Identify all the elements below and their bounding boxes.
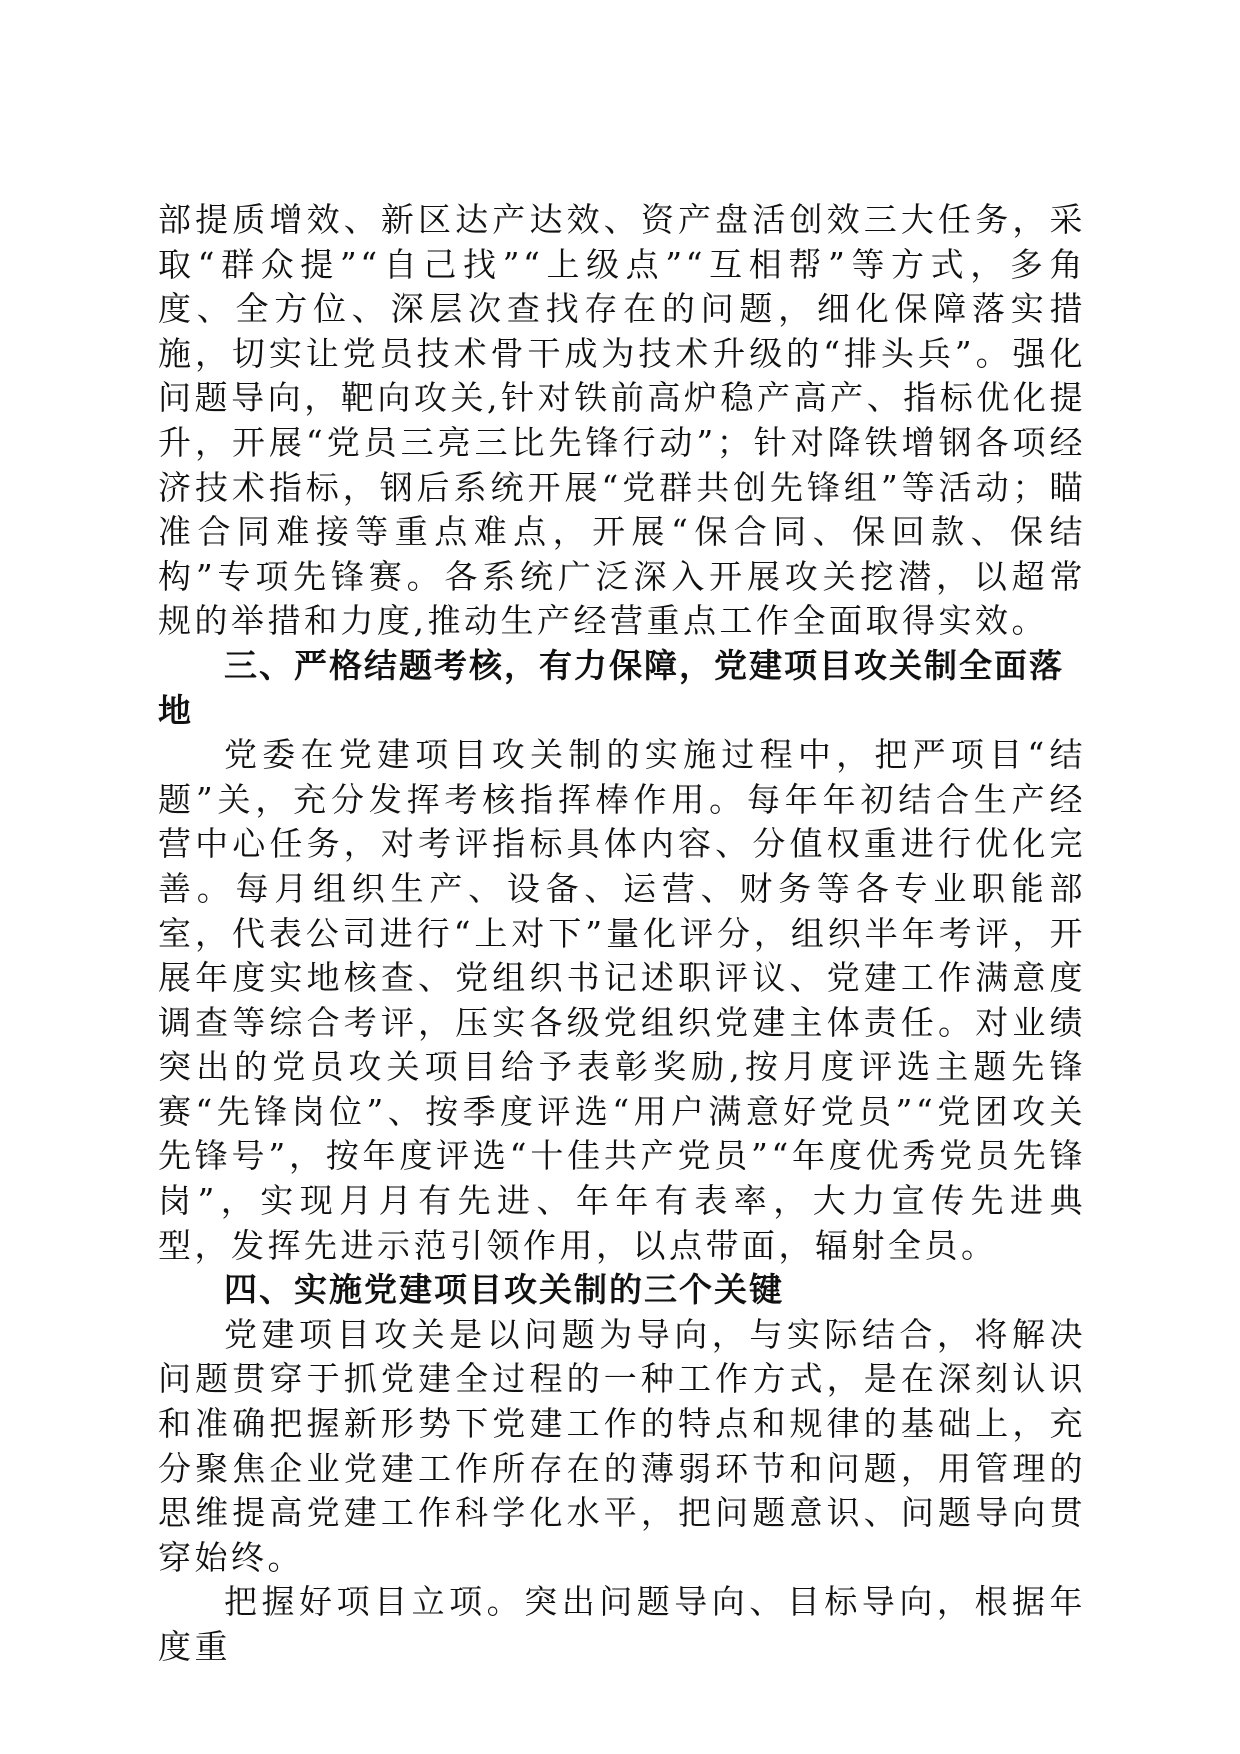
section-4-paragraph-2: 把握好项目立项。突出问题导向、目标导向，根据年度重 <box>158 1582 1086 1666</box>
document-body <box>158 198 1086 1670</box>
section-4-heading: 四、实施党建项目攻关制的三个关键 <box>224 1270 784 1310</box>
section-3-paragraph: 党委在党建项目攻关制的实施过程中，把严项目“结题”关，充分发挥考核指挥棒作用。每年年初结合生产经营中心任务，对考评指标具体内容、分值权重进行优化完善。每月组织生产、设备、运营、财务等各专业职能部室，代表公司进行“上对下”量化评分，组织半年考评，开展年度实地核查、党组织书记述职评议、党建工作满意度调查等综合考评，压实各级党组织党建主体责任。对业绩突出的党员攻关项目给予表彰奖励,按月度评选主题先锋赛“先锋岗位”、按季度评选“用户满意好党员”“党团攻关先锋号”，按年度评选“十佳共产党员”“年度优秀党员先锋岗”，实现月月有先进、年年有表率，大力宣传先进典型，发挥先进示范引领作用，以点带面，辐射全员。 <box>158 735 1086 1265</box>
section-4-paragraph-1: 党建项目攻关是以问题为导向，与实际结合，将解决问题贯穿于抓党建全过程的一种工作方式，是在深刻认识和准确把握新形势下党建工作的特点和规律的基础上，充分聚焦企业党建工作所存在的薄弱环节和问题，用管理的思维提高党建工作科学化水平，把问题意识、问题导向贯穿始终。 <box>158 1314 1086 1577</box>
continued-paragraph: 部提质增效、新区达产达效、资产盘活创效三大任务，采取“群众提”“自己找”“上级点”“互相帮”等方式，多角度、全方位、深层次查找存在的问题，细化保障落实措施，切实让党员技术骨干成为技术升级的“排头兵”。强化问题导向，靶向攻关,针对铁前高炉稳产高产、指标优化提升，开展“党员三亮三比先锋行动”；针对降铁增钢各项经济技术指标，钢后系统开展“党群共创先锋组”等活动；瞄准合同难接等重点难点，开展“保合同、保回款、保结构”专项先锋赛。各系统广泛深入开展攻关挖潜，以超常规的举措和力度,推动生产经营重点工作全面取得实效。 <box>158 200 1086 641</box>
section-3-heading: 三、严格结题考核，有力保障，党建项目攻关制全面落地 <box>158 645 1064 730</box>
